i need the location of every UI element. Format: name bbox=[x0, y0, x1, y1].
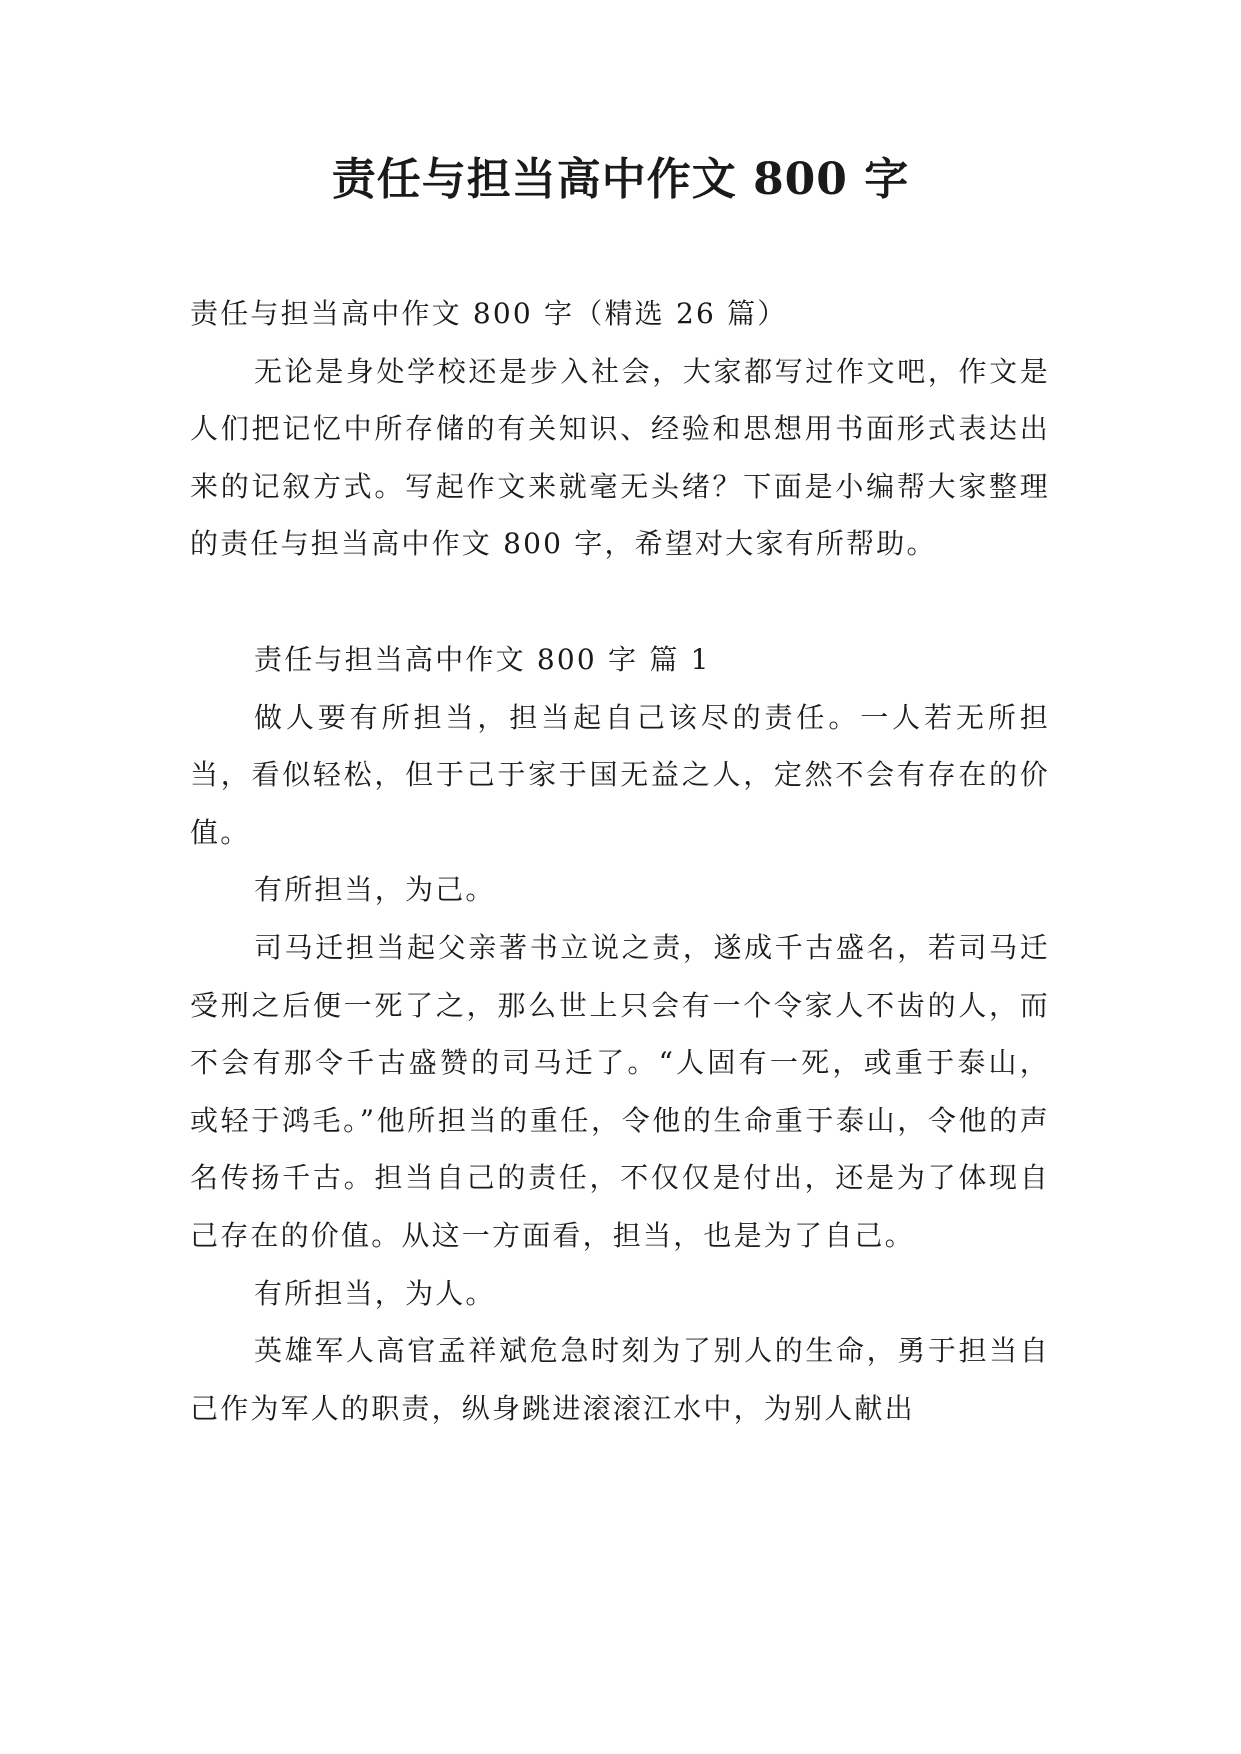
document-title: 责任与担当高中作文 800 字 bbox=[331, 154, 910, 205]
intro-paragraph: 无论是身处学校还是步入社会，大家都写过作文吧，作文是人们把记忆中所存储的有关知识、经验和思想用书面形式表达出来的记叙方式。写起作文来就毫无头绪？下面是小编帮大家整理的责任与担当高中作文 800 字，希望对大家有所帮助。 bbox=[190, 354, 1050, 561]
document-body bbox=[190, 285, 1050, 1437]
body-paragraph: 做人要有所担当，担当起自己该尽的责任。一人若无所担当，看似轻松，但于己于家于国无益之人，定然不会有存在的价值。 bbox=[190, 700, 1050, 849]
section-spacer bbox=[190, 573, 1050, 631]
body-paragraph: 英雄军人高官孟祥斌危急时刻为了别人的生命，勇于担当自己作为军人的职责，纵身跳进滚滚江水中，为别人献出 bbox=[190, 1334, 1050, 1425]
body-paragraph: 有所担当，为己。 bbox=[254, 873, 496, 907]
document-subtitle: 责任与担当高中作文 800 字（精选 26 篇） bbox=[190, 297, 788, 330]
body-paragraph: 司马迁担当起父亲著书立说之责，遂成千古盛名，若司马迁受刑之后便一死了之，那么世上只会有一个令家人不齿的人，而不会有那令千古盛赞的司马迁了。“人固有一死，或重于泰山，或轻于鸿毛。”他所担当的重任，令他的生命重于泰山，令他的声名传扬千古。担当自己的责任，不仅仅是付出，还是为了体现自己存在的价值。从这一方面看，担当，也是为了自己。 bbox=[190, 930, 1050, 1252]
body-paragraph: 有所担当，为人。 bbox=[254, 1276, 496, 1310]
section-heading: 责任与担当高中作文 800 字 篇 1 bbox=[254, 642, 711, 676]
